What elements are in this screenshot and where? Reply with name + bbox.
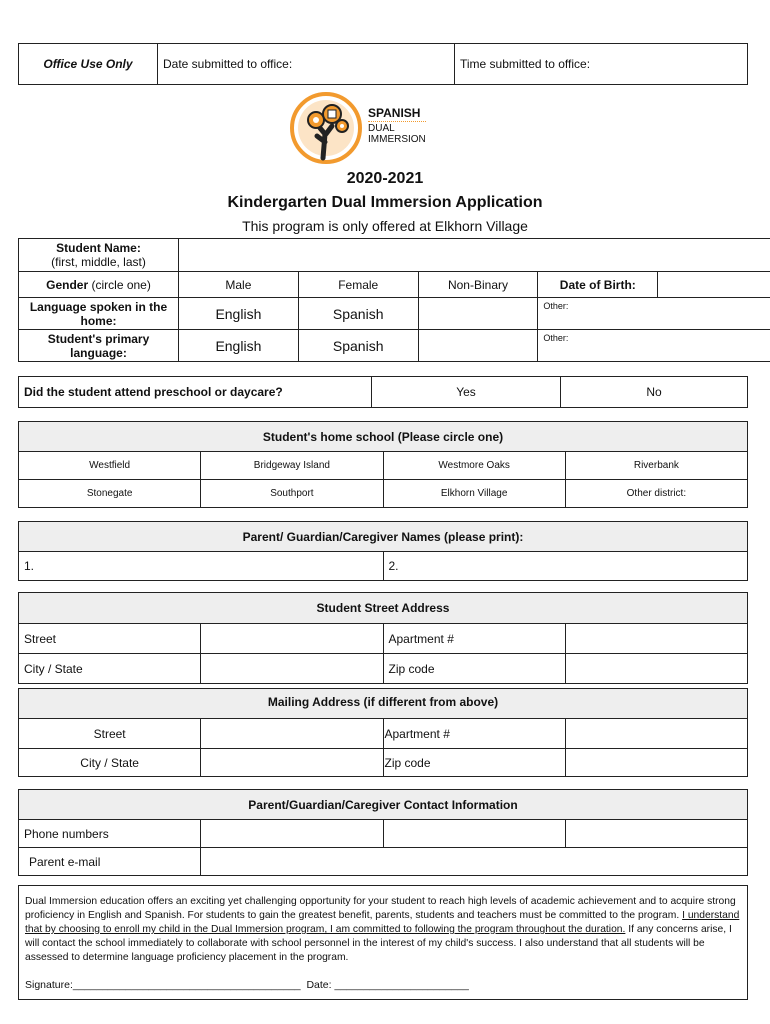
tree-gears-icon [290,92,362,164]
school-other-district[interactable]: Other district: [565,480,747,508]
home-lang-spanish[interactable]: Spanish [298,298,418,330]
email-input[interactable] [201,848,748,876]
gender-option-male[interactable]: Male [179,272,299,298]
guardian-name-1[interactable]: 1. [19,552,384,581]
phone-input-1[interactable] [201,820,383,848]
mailing-zip-label: Zip code [383,749,565,777]
signature-date-line[interactable]: _______________________ [334,979,469,991]
page-title: Kindergarten Dual Immersion Application [227,194,543,211]
home-lang-english[interactable]: English [179,298,299,330]
mailing-address-heading: Mailing Address (if different from above) [19,689,748,719]
office-use-table [18,43,748,85]
signature-date-label: Date: [306,979,332,991]
home-school-heading: Student's home school (Please circle one) [19,422,748,452]
phone-input-3[interactable] [565,820,747,848]
dob-label: Date of Birth: [538,272,658,298]
zip-input[interactable] [565,654,747,684]
primary-lang-spanish[interactable]: Spanish [298,330,418,362]
student-name-label: Student Name: (first, middle, last) [19,239,179,272]
mailing-apartment-input[interactable] [565,719,747,749]
logo-text-immersion: IMMERSION [368,134,426,145]
logo-text-dual: DUAL [368,123,395,134]
apartment-label: Apartment # [383,624,565,654]
school-westmore-oaks[interactable]: Westmore Oaks [383,452,565,480]
school-year: 2020-2021 [346,170,424,187]
city-state-input[interactable] [201,654,383,684]
signature-line[interactable]: _______________________________________ [72,979,301,991]
page-subtitle: This program is only offered at Elkhorn Village [242,218,528,234]
guardian-names-heading: Parent/ Guardian/Caregiver Names (please print): [19,522,748,552]
mailing-city-state-label: City / State [19,749,201,777]
guardian-name-2[interactable]: 2. [383,552,748,581]
mailing-city-state-input[interactable] [201,749,383,777]
signature-row [25,978,469,992]
preschool-table [18,376,748,408]
school-elkhorn-village[interactable]: Elkhorn Village [383,480,565,508]
contact-heading: Parent/Guardian/Caregiver Contact Information [19,790,748,820]
primary-lang-english[interactable]: English [179,330,299,362]
contact-table [18,789,748,876]
gender-label: Gender (circle one) [19,272,179,298]
agreement-box [18,885,748,1000]
gender-option-female[interactable]: Female [298,272,418,298]
mailing-street-input[interactable] [201,719,383,749]
street-input[interactable] [201,624,383,654]
school-westfield[interactable]: Westfield [19,452,201,480]
phone-input-2[interactable] [383,820,565,848]
signature-label: Signature: [25,979,73,991]
apartment-input[interactable] [565,624,747,654]
school-riverbank[interactable]: Riverbank [565,452,747,480]
mailing-address-table [18,688,748,777]
mailing-street-label: Street [19,719,201,749]
street-address-table [18,592,748,684]
primary-lang-blank[interactable] [418,330,538,362]
date-submitted-field[interactable]: Date submitted to office: [158,44,455,85]
primary-lang-other[interactable]: Other: [538,330,770,362]
street-address-heading: Student Street Address [19,593,748,624]
school-stonegate[interactable]: Stonegate [19,480,201,508]
preschool-no[interactable]: No [561,377,748,408]
home-school-table [18,421,748,508]
gender-option-non-binary[interactable]: Non-Binary [418,272,538,298]
logo-text-spanish: SPANISH [368,106,421,120]
zip-label: Zip code [383,654,565,684]
primary-language-label: Student's primary language: [19,330,179,362]
logo-divider [368,121,426,122]
mailing-zip-input[interactable] [565,749,747,777]
student-name-input[interactable] [179,239,770,272]
agreement-text: Dual Immersion education offers an exciting yet challenging opportunity for your student to reach high levels of academic achievement and to acquire strong proficiency in English and Spanish. For students to gain the greatest benefit, parents, students and teachers must be committed to the program. I understand that by choosing to enroll my child in the Dual Immersion program, I am committed to following the program throughout the duration. If any concerns arise, I will contact the school immediately to collaborate with school personnel in the interest of my child's success. I also understand that all students will be assessed to determine language proficiency placement in the program. [25,896,740,963]
mailing-apartment-label: Apartment # [383,719,565,749]
program-logo [290,92,440,164]
preschool-question: Did the student attend preschool or daycare? [19,377,372,408]
student-info-table [18,238,770,362]
dob-input[interactable] [658,272,770,298]
guardian-names-table [18,521,748,581]
email-label: Parent e-mail [19,848,201,876]
time-submitted-field[interactable]: Time submitted to office: [455,44,748,85]
office-use-label: Office Use Only [19,44,158,85]
home-language-label: Language spoken in the home: [19,298,179,330]
city-state-label: City / State [19,654,201,684]
school-bridgeway-island[interactable]: Bridgeway Island [201,452,383,480]
phone-label: Phone numbers [19,820,201,848]
home-lang-blank[interactable] [418,298,538,330]
street-label: Street [19,624,201,654]
school-southport[interactable]: Southport [201,480,383,508]
preschool-yes[interactable]: Yes [372,377,561,408]
home-lang-other[interactable]: Other: [538,298,770,330]
